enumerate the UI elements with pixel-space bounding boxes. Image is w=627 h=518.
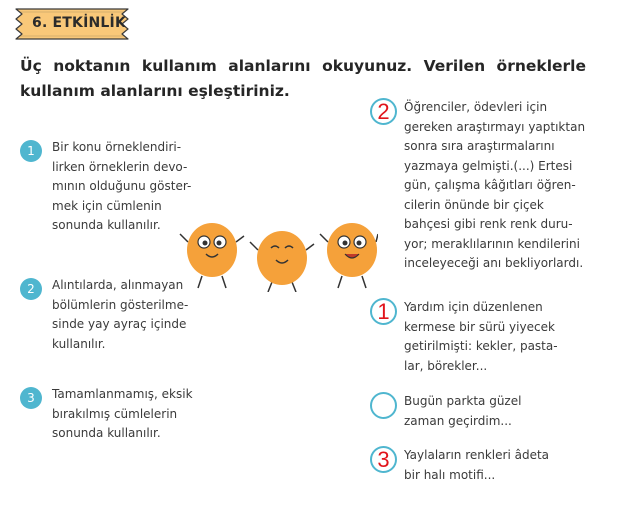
activity-label: 6. ETKİNLİK (32, 15, 126, 31)
answer-digit: 1 (377, 298, 390, 324)
answer-digit: 3 (377, 446, 390, 472)
answer-digit (370, 392, 397, 419)
instruction-text: Üç noktanın kullanım alanlarını okuyunuz. Verilen örneklerle kullanım alanlarını eşleştiriniz. (20, 57, 586, 100)
example-text: Yaylaların renkleri âdeta bir halı motifi... (404, 448, 550, 482)
mascot-illustration (178, 212, 378, 296)
example-text: Yardım için düzenlenen kermese bir sürü yiyecek getirilmişti: kekler, pasta- lar, börekler... (404, 300, 558, 373)
usage-text: Bir konu örneklendiri- lirken örneklerin devo- mının olduğunu göster- mek için cümlenin sonunda kullanılır. (52, 140, 192, 232)
usage-number-badge: 3 (20, 387, 42, 409)
usage-number-badge: 1 (20, 140, 42, 162)
orange-mascots-icon (178, 212, 378, 292)
activity-banner (12, 6, 132, 42)
example-text: Öğrenciler, ödevleri için gereken araştırmayı yaptıktan sonra sıra araştırmalarını yazmaya gelmişti.(...) Ertesi gün, çalışma kâğıtları öğren- cilerin önünde bir çiçek bahçesi gibi renk renk duru- yor; meraklılarının kendilerini inceleyeceği anı bekliyorlardı. (404, 100, 586, 270)
usage-text: Tamamlanmamış, eksik bırakılmış cümlelerin sonunda kullanılır. (52, 387, 193, 440)
usage-number-badge: 2 (20, 278, 42, 300)
example-text: Bugün parkta güzel zaman geçirdim... (404, 394, 522, 428)
answer-digit: 2 (377, 98, 390, 124)
usage-text: Alıntılarda, alınmayan bölümlerin gösterilme- sinde yay ayraç içinde kullanılır. (52, 278, 189, 351)
